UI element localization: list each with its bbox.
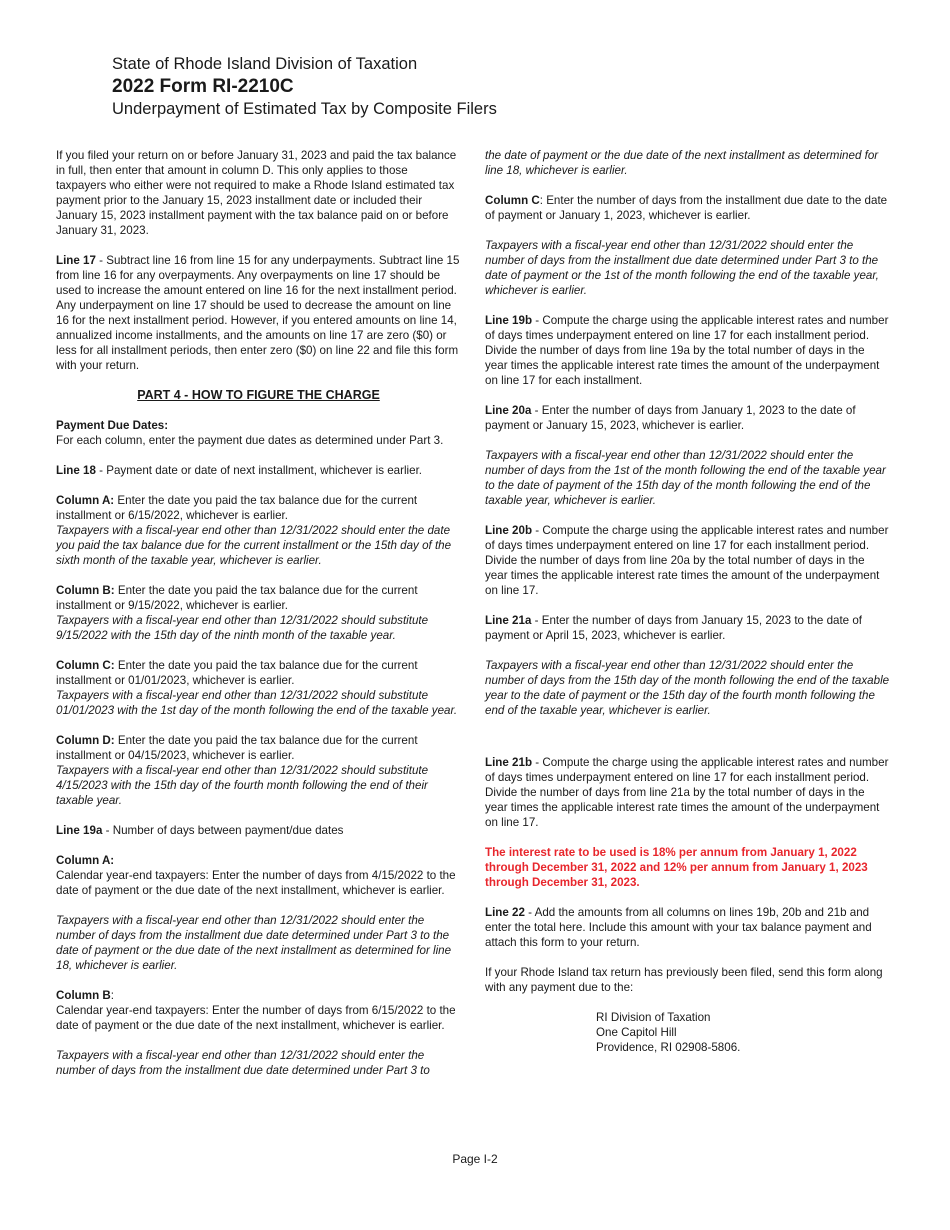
line-18-column-a (56, 493, 461, 568)
agency-name: State of Rhode Island Division of Taxation (112, 55, 418, 73)
column-text: Enter the date you paid the tax balance due for the current installment or 6/15/2022, whichever is earlier. (56, 494, 418, 522)
line-label: Line 19b (485, 314, 533, 327)
mailing-instructions: If your Rhode Island tax return has previously been filed, send this form along with any payment due to the: (485, 966, 883, 994)
form-title: 2022 Form RI-2210C (112, 76, 294, 97)
column-colon: : (110, 989, 114, 1002)
column-label: Column B (56, 989, 111, 1002)
line-label: Line 20b (485, 524, 533, 537)
fiscal-year-note: Taxpayers with a fiscal-year end other than 12/31/2022 should enter the number of days from the 15th day of the month following the end of the taxable year to the date of payment or the 15th day of the fourth month following the end of the taxable year, whichever is earlier. (485, 659, 890, 717)
line-label: Line 20a (485, 404, 532, 417)
fiscal-year-note: Taxpayers with a fiscal-year end other than 12/31/2022 should enter the number of days from the installment due date determined under Part 3 to the date of payment or the 1st of the month following the end of the taxable year, whichever is earlier. (485, 239, 879, 297)
column-text: Enter the date you paid the tax balance due for the current installment or 01/01/2023, whichever is earlier. (56, 659, 418, 687)
form-subtitle: Underpayment of Estimated Tax by Composite Filers (112, 100, 497, 118)
line-18-column-c (56, 658, 461, 718)
line-label: Line 21b (485, 756, 533, 769)
line-17-paragraph (56, 253, 461, 373)
line-label: Line 19a (56, 824, 103, 837)
line-text: - Subtract line 16 from line 15 for any underpayments. Subtract line 15 from line 16 for any overpayments. Any overpayments on line 17 should be used to increase the amount entered on line 16 for the next installment period. Any underpayment on line 17 should be used to decrease the amount on line 16 for the next installment period. However, if you entered amounts on line 14, annualized income installments, and the amounts on line 17 are zero ($0) or less for all installment periods, then enter zero ($0) on line 22 and file this form with your return. (56, 254, 460, 372)
line-text: - Compute the charge using the applicable interest rates and number of days times underpayment entered on line 17 for each installment period. Divide the number of days from line 20a by the total number of days in the year times the applicable interest rate times the amount of the underpayment on line 17. (485, 524, 889, 597)
mailing-address (596, 1010, 890, 1055)
line-text: - Enter the number of days from January 15, 2023 to the date of payment or April 15, 2023, whichever is earlier. (485, 614, 863, 642)
column-label: Column C: (56, 659, 115, 672)
line-21b-paragraph (485, 755, 890, 830)
column-label: Column B: (56, 584, 115, 597)
fiscal-year-note: Taxpayers with a fiscal-year end other than 12/31/2022 should enter the number of days from the 1st of the month following the end of the taxable year to the date of payment of the 15th day of the month following the end of the taxable year, whichever is earlier. (485, 449, 886, 507)
right-column (485, 148, 890, 1055)
fiscal-year-note-continued: the date of payment or the due date of the next installment as determined for line 18, whichever is earlier. (485, 149, 879, 177)
column-label: Column C (485, 194, 540, 207)
line-20a-paragraph (485, 403, 890, 433)
line-18-column-b (56, 583, 461, 643)
column-text: Calendar year-end taxpayers: Enter the number of days from 6/15/2022 to the date of payment or the due date of the next installment, whichever is earlier. (56, 1004, 456, 1032)
line-text: - Compute the charge using the applicable interest rates and number of days times underpayment entered on line 17 for each installment period. Divide the number of days from line 21a by the total number of days in the year times the applicable interest rate times the amount of the underpayment on line 17. (485, 756, 889, 829)
fiscal-year-note: Taxpayers with a fiscal-year end other than 12/31/2022 should enter the number of days from the installment due date determined under Part 3 to the date of payment or the due date of the next installment as determined for line 18, whichever is earlier. (56, 914, 452, 972)
line-19a-column-c (485, 193, 890, 223)
line-text: - Enter the number of days from January 1, 2023 to the date of payment or January 15, 2023, whichever is earlier. (485, 404, 856, 432)
due-dates-text: For each column, enter the payment due dates as determined under Part 3. (56, 434, 444, 447)
line-21a-paragraph (485, 613, 890, 643)
fiscal-year-note: Taxpayers with a fiscal-year end other than 12/31/2022 should substitute 01/01/2023 with the 1st day of the month following the end of the taxable year. (56, 689, 458, 717)
column-text: : Enter the number of days from the installment due date to the date of payment or January 1, 2023, whichever is earlier. (485, 194, 888, 222)
form-header (112, 54, 872, 120)
line-label: Line 22 (485, 906, 525, 919)
column-label: Column A: (56, 494, 115, 507)
fiscal-year-note: Taxpayers with a fiscal-year end other than 12/31/2022 should enter the number of days from the installment due date determined under Part 3 to (56, 1049, 430, 1077)
line-text: - Number of days between payment/due dates (102, 824, 344, 837)
part-4-heading: PART 4 - HOW TO FIGURE THE CHARGE (137, 388, 380, 402)
page-number: Page I-2 (452, 1152, 498, 1166)
line-19a-column-b (56, 988, 461, 1033)
line-22-paragraph (485, 905, 890, 950)
fiscal-year-note: Taxpayers with a fiscal-year end other than 12/31/2022 should substitute 9/15/2022 with the 15th day of the ninth month of the taxable year. (56, 614, 429, 642)
column-text: Calendar year-end taxpayers: Enter the number of days from 4/15/2022 to the date of payment or the due date of the next installment, whichever is earlier. (56, 869, 456, 897)
spacer (485, 733, 890, 755)
line-label: Line 17 (56, 254, 96, 267)
column-text: Enter the date you paid the tax balance due for the current installment or 9/15/2022, whichever is earlier. (56, 584, 418, 612)
left-column (56, 148, 461, 1093)
line-20b-paragraph (485, 523, 890, 598)
line-text: - Add the amounts from all columns on lines 19b, 20b and 21b and enter the total here. Include this amount with your tax balance payment and attach this form to your return. (485, 906, 872, 949)
address-line: Providence, RI 02908-5806. (596, 1041, 741, 1054)
fiscal-year-note: Taxpayers with a fiscal-year end other than 12/31/2022 should enter the date you paid the tax balance due for the current installment or the 15th day of the sixth month of the taxable year, whichever is earlier. (56, 524, 452, 567)
payment-due-dates (56, 418, 461, 448)
intro-paragraph: If you filed your return on or before January 31, 2023 and paid the tax balance in full, then enter that amount in column D. This only applies to those taxpayers who either were not required to make a Rhode Island estimated tax payment prior to the January 15, 2023 installment date or included their January 15, 2023 installment payment with the tax balance paid on or before January 31, 2023. (56, 149, 457, 237)
column-text: Enter the date you paid the tax balance due for the current installment or 04/15/2023, whichever is earlier. (56, 734, 418, 762)
column-label: Column D: (56, 734, 115, 747)
line-text: - Payment date or date of next installment, whichever is earlier. (95, 464, 423, 477)
line-18-column-d (56, 733, 461, 808)
address-line: One Capitol Hill (596, 1026, 677, 1039)
column-label: Column A: (56, 854, 115, 867)
due-dates-label: Payment Due Dates: (56, 419, 169, 432)
interest-rate-notice: The interest rate to be used is 18% per annum from January 1, 2022 through December 31, 2022 and 12% per annum from January 1, 2023 through December 31, 2023. (485, 846, 868, 889)
address-line: RI Division of Taxation (596, 1011, 711, 1024)
line-label: Line 18 (56, 464, 96, 477)
line-label: Line 21a (485, 614, 532, 627)
line-19a-paragraph (56, 823, 461, 838)
fiscal-year-note: Taxpayers with a fiscal-year end other than 12/31/2022 should substitute 4/15/2023 with the 15th day of the fourth month following the end of their taxable year. (56, 764, 429, 807)
line-text: - Compute the charge using the applicable interest rates and number of days times underpayment entered on line 17 for each installment period. Divide the number of days from line 19a by the total number of days in the year times the applicable interest rate times the amount of the underpayment on line 17 for each installment. (485, 314, 889, 387)
line-18-paragraph (56, 463, 461, 478)
line-19b-paragraph (485, 313, 890, 388)
line-19a-column-a (56, 853, 461, 898)
